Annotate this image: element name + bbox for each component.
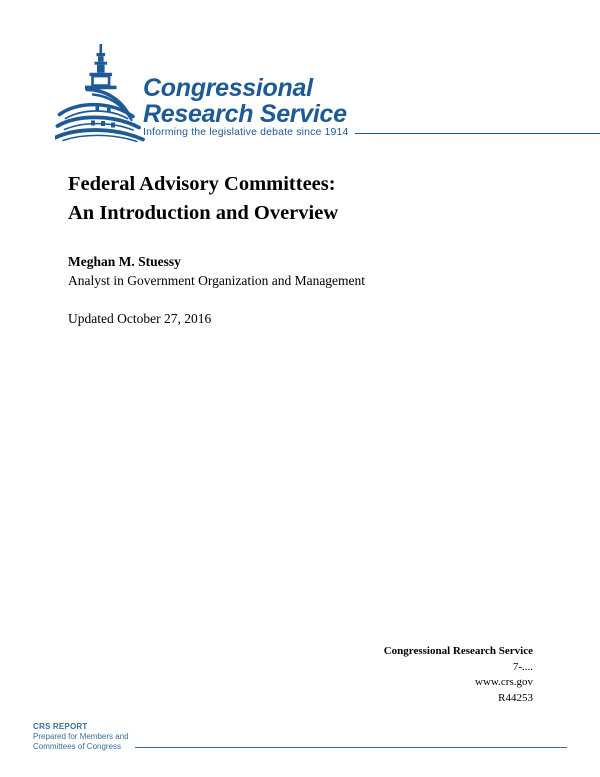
imprint-phone: 7-.... — [512, 660, 533, 673]
footer-subline-2: Committees of Congress — [33, 741, 122, 751]
masthead-tagline-row — [143, 126, 600, 138]
byline — [68, 252, 538, 329]
capitol-dome-logo-icon — [55, 44, 147, 142]
crs-masthead — [55, 44, 567, 149]
wordmark-line-research-service: Research Service — [143, 99, 347, 128]
footer-divider-rule — [135, 747, 567, 748]
page-footer — [33, 722, 567, 751]
document-date: Updated October 27, 2016 — [68, 311, 212, 326]
footer-subline-1: Prepared for Members and — [33, 732, 129, 741]
page-title-line-2: An Introduction and Overview — [68, 202, 339, 224]
page-title — [68, 170, 538, 228]
imprint-website[interactable]: www.crs.gov — [475, 676, 533, 688]
page-title-line-1: Federal Advisory Committees: — [68, 173, 336, 195]
imprint-report-number: R44253 — [498, 691, 533, 704]
crs-wordmark — [143, 76, 563, 127]
masthead-tagline: Informing the legislative debate since 1914 — [143, 126, 349, 138]
imprint-block — [273, 644, 533, 706]
wordmark-line-congressional: Congressional — [143, 74, 313, 102]
imprint-organization: Congressional Research Service — [383, 645, 533, 657]
masthead-divider-rule — [355, 133, 600, 134]
author-name: Meghan M. Stuessy — [68, 254, 181, 269]
author-role: Analyst in Government Organization and Management — [68, 273, 366, 288]
footer-kicker: CRS REPORT — [33, 722, 88, 731]
footer-text-block — [33, 722, 129, 751]
